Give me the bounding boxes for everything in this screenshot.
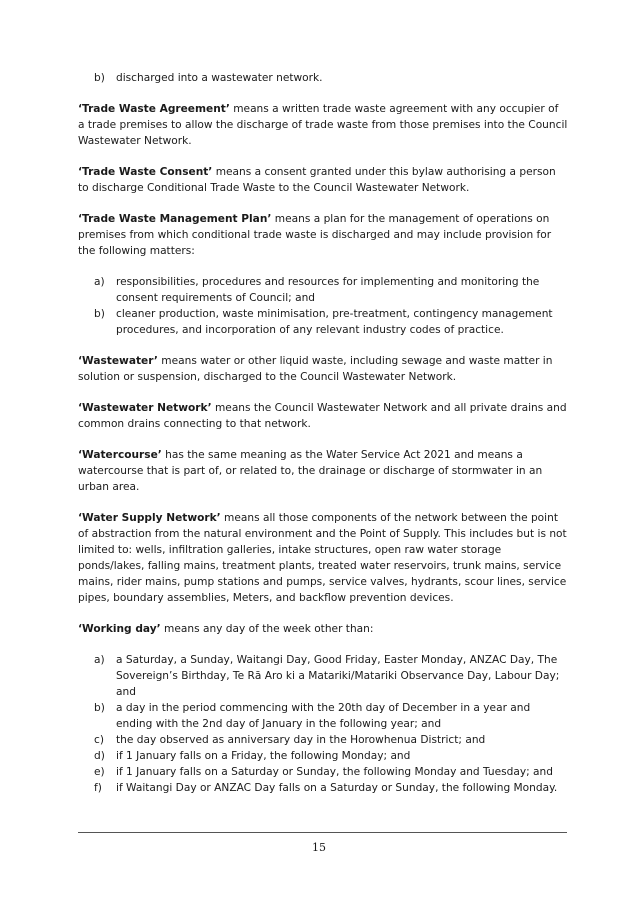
list-item [78, 780, 568, 796]
list-item [78, 306, 568, 338]
definition-term: ‘Wastewater Network’ [78, 402, 212, 414]
page-body [78, 70, 568, 811]
definition-term: ‘Working day’ [78, 623, 161, 635]
definition-term: ‘Trade Waste Consent’ [78, 166, 213, 178]
list-item [78, 764, 568, 780]
definition-paragraph [78, 353, 568, 385]
list-item-text: a Saturday, a Sunday, Waitangi Day, Good Friday, Easter Monday, ANZAC Day, The Sovereign’s Birthday, Te Rā Aro ki a Matariki/Matariki Observance Day, Labour Day; and [116, 654, 560, 698]
definition-text: means a consent granted under this bylaw authorising a person to discharge Conditional Trade Waste to the Council Wastewater Network. [78, 166, 556, 194]
footer-divider [78, 832, 567, 833]
definition-term: ‘Watercourse’ [78, 449, 162, 461]
definition-text: means water or other liquid waste, including sewage and waste matter in solution or suspension, discharged to the Council Wastewater Network. [78, 355, 553, 383]
list-marker: b) [94, 702, 105, 714]
list-marker: a) [94, 654, 105, 666]
definition-text: means a written trade waste agreement with any occupier of a trade premises to allow the discharge of trade waste from those premises into the Council Wastewater Network. [78, 103, 568, 147]
list-item-text: if Waitangi Day or ANZAC Day falls on a Saturday or Sunday, the following Monday. [116, 782, 558, 794]
definition-text: means any day of the week other than: [160, 623, 374, 635]
list-item [78, 652, 568, 700]
definition-text: has the same meaning as the Water Service Act 2021 and means a watercourse that is part of, or related to, the drainage or discharge of stormwater in an urban area. [78, 449, 543, 493]
definition-paragraph [78, 211, 568, 259]
list-item [78, 70, 568, 86]
list-marker: c) [94, 734, 104, 746]
list-marker: f) [94, 782, 102, 794]
definition-term: ‘Water Supply Network’ [78, 512, 221, 524]
list-item [78, 748, 568, 764]
definition-paragraph [78, 510, 568, 606]
list-item [78, 274, 568, 306]
definition-list [78, 274, 568, 338]
intro-list [78, 70, 568, 86]
list-item-text: discharged into a wastewater network. [116, 72, 323, 84]
list-marker: e) [94, 766, 105, 778]
list-item-text: responsibilities, procedures and resources for implementing and monitoring the consent requirements of Council; and [116, 276, 540, 304]
definition-paragraph [78, 621, 568, 637]
list-item [78, 732, 568, 748]
definition-text: means a plan for the management of operations on premises from which conditional trade waste is discharged and may include provision for the following matters: [78, 213, 552, 257]
list-item [78, 700, 568, 732]
list-marker: b) [94, 308, 105, 320]
definition-text: means all those components of the network between the point of abstraction from the natural environment and the Point of Supply. This includes but is not limited to: wells, infiltration galleries, intake structures, open raw water storage ponds/lakes, falling mains, treatment plants, treated water reservoirs, trunk mains, service mains, rider mains, pump stations and pumps, service valves, hydrants, scour lines, service pipes, boundary assemblies, Meters, and backflow prevention devices. [78, 512, 567, 604]
list-marker: a) [94, 276, 105, 288]
definition-text: means the Council Wastewater Network and all private drains and common drains connecting to that network. [78, 402, 567, 430]
list-item-text: the day observed as anniversary day in the Horowhenua District; and [116, 734, 486, 746]
list-marker: d) [94, 750, 105, 762]
list-item-text: if 1 January falls on a Saturday or Sunday, the following Monday and Tuesday; and [116, 766, 553, 778]
list-item-text: a day in the period commencing with the 20th day of December in a year and ending with the 2nd day of January in the following year; and [116, 702, 531, 730]
definition-term: ‘Trade Waste Agreement’ [78, 103, 230, 115]
definition-list [78, 652, 568, 796]
definition-paragraph [78, 400, 568, 432]
list-item-text: if 1 January falls on a Friday, the following Monday; and [116, 750, 411, 762]
definitions-section [78, 101, 568, 796]
definition-paragraph [78, 101, 568, 149]
list-item-text: cleaner production, waste minimisation, pre-treatment, contingency management procedures, and incorporation of any relevant industry codes of practice. [116, 308, 553, 336]
definition-paragraph [78, 447, 568, 495]
definition-term: ‘Trade Waste Management Plan’ [78, 213, 272, 225]
list-marker: b) [94, 72, 105, 84]
definition-paragraph [78, 164, 568, 196]
definition-term: ‘Wastewater’ [78, 355, 158, 367]
page-number: 15 [312, 841, 326, 854]
